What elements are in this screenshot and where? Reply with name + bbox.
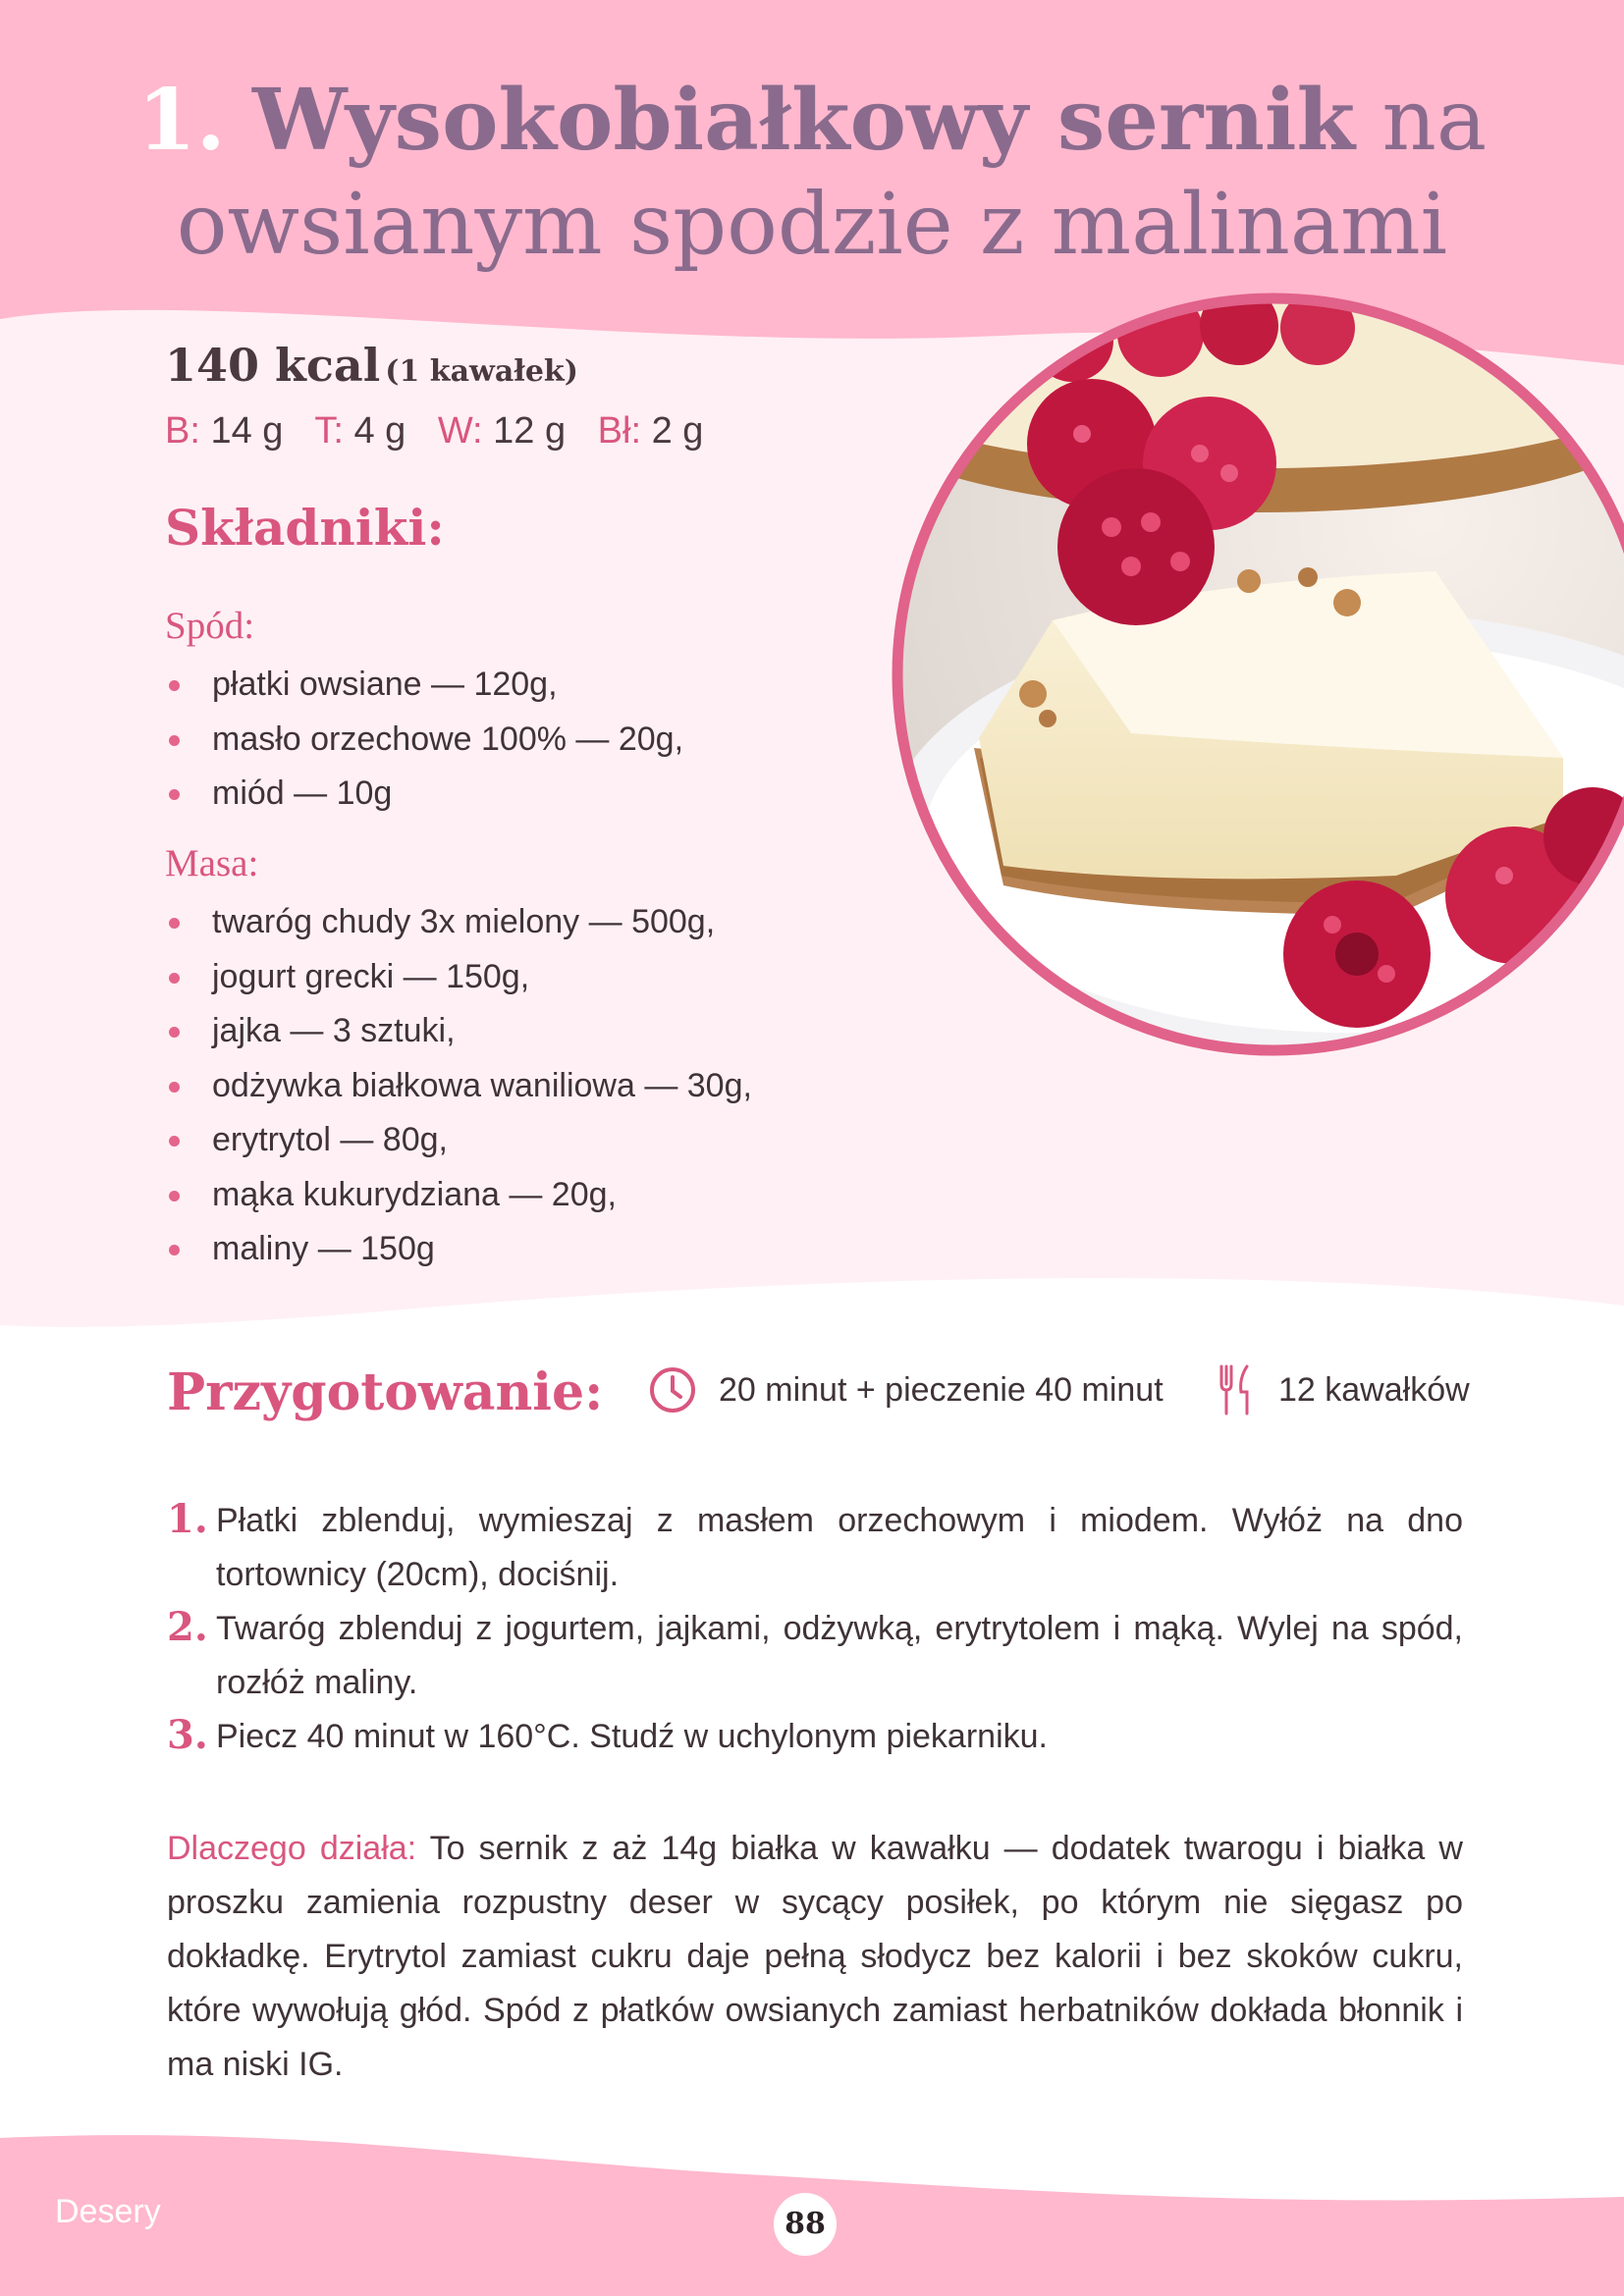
cheesecake-photo <box>886 287 1624 1062</box>
page-number: 88 <box>774 2193 837 2256</box>
recipe-number: 1. <box>136 71 226 170</box>
macro-value: 4 g <box>353 410 406 452</box>
step-item <box>167 1710 1463 1764</box>
step-item <box>167 1602 1463 1710</box>
step-number: 1. <box>167 1496 208 1542</box>
cutlery-icon <box>1218 1364 1257 1415</box>
step-number: 2. <box>167 1604 208 1650</box>
list-item: miód — 10g <box>165 767 683 822</box>
macro-value: 14 g <box>210 410 284 452</box>
list-item: erytrytol — 80g, <box>165 1113 752 1168</box>
list-item: jajka — 3 sztuki, <box>165 1004 752 1059</box>
preparation-steps <box>167 1494 1463 1764</box>
list-item: maliny — 150g <box>165 1222 752 1277</box>
why-label: Dlaczego działa: <box>167 1830 417 1867</box>
step-text: Twaróg zblenduj z jogurtem, jajkami, odżywką, erytrytolem i mąką. Wylej na spód, rozłóż maliny. <box>216 1610 1463 1701</box>
list-item: twaróg chudy 3x mielony — 500g, <box>165 895 752 950</box>
prep-time-text: 20 minut + pieczenie 40 minut <box>719 1370 1164 1409</box>
macro-label: Bł: <box>597 410 642 452</box>
list-item: jogurt grecki — 150g, <box>165 950 752 1005</box>
recipe-title <box>39 69 1585 277</box>
list-item: odżywka białkowa waniliowa — 30g, <box>165 1059 752 1114</box>
preparation-heading: Przygotowanie: <box>167 1362 604 1422</box>
base-ingredient-list <box>165 658 683 822</box>
servings-text: 12 kawałków <box>1278 1370 1470 1409</box>
portion-note: (1 kawałek) <box>385 354 578 389</box>
step-text: Piecz 40 minut w 160°C. Studź w uchylonym piekarniku. <box>216 1718 1048 1755</box>
macro-fiber <box>598 410 704 452</box>
list-item: płatki owsiane — 120g, <box>165 658 683 713</box>
mass-ingredient-list <box>165 895 752 1277</box>
calories <box>165 339 578 392</box>
macro-fat <box>314 410 406 452</box>
macro-label: B: <box>165 410 200 452</box>
why-text: To sernik z aż 14g białka w kawałku — dodatek twarogu i białka w proszku zamienia rozpustny deser w sycący posiłek, po którym nie sięgasz po dokładkę. Erytrytol zamiast cukru daje pełną słodycz bez kalorii i bez skoków cukru, które wywołują głód. Spód z płatków owsianych zamiast herbatników dokłada błonnik i ma niski IG. <box>167 1830 1463 2083</box>
title-line2: owsianym spodzie z malinami <box>176 176 1448 274</box>
macro-value: 12 g <box>493 410 567 452</box>
macro-label: W: <box>437 410 483 452</box>
macros <box>165 410 725 453</box>
servings <box>1218 1362 1470 1417</box>
mass-subheading: Masa: <box>165 842 259 884</box>
clock-icon <box>648 1365 697 1415</box>
title-rest: na <box>1381 72 1488 170</box>
macro-protein <box>165 410 283 452</box>
prep-time <box>648 1362 1164 1417</box>
why-it-works <box>167 1822 1463 2092</box>
title-bold-part: Wysokobiałkowy sernik <box>251 71 1356 170</box>
macro-value: 2 g <box>651 410 704 452</box>
ingredients-heading: Składniki: <box>165 499 445 557</box>
section-label: Desery <box>55 2193 161 2230</box>
kcal-value: 140 kcal <box>165 339 381 392</box>
base-subheading: Spód: <box>165 605 255 647</box>
step-item <box>167 1494 1463 1602</box>
list-item: masło orzechowe 100% — 20g, <box>165 713 683 768</box>
list-item: mąka kukurydziana — 20g, <box>165 1168 752 1223</box>
macro-carbs <box>438 410 566 452</box>
step-text: Płatki zblenduj, wymieszaj z masłem orzechowym i miodem. Wyłóż na dno tortownicy (20cm), dociśnij. <box>216 1502 1463 1593</box>
macro-label: T: <box>314 410 344 452</box>
step-number: 3. <box>167 1712 208 1758</box>
